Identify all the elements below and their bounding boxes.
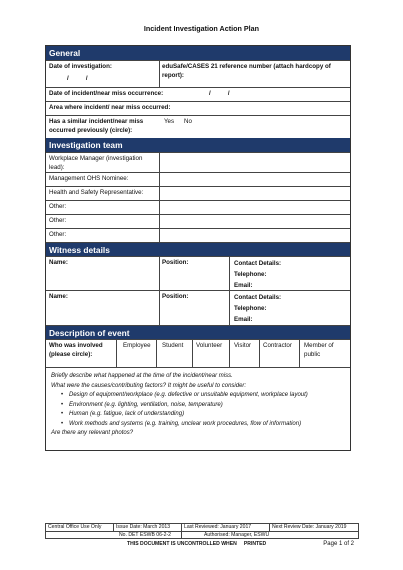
area-label: Area where incident/ near miss occurred:: [49, 104, 171, 111]
option-volunteer[interactable]: Volunteer: [196, 342, 223, 349]
team-role-label: Other:: [49, 217, 67, 224]
witness-name-field[interactable]: [46, 257, 159, 290]
team-name-field[interactable]: [159, 153, 350, 172]
witness-contact-label: Contact Details:: [234, 294, 282, 301]
causes-list: [61, 391, 345, 429]
list-item: • Design of equipment/workplace (e.g. defective or unsuitable equipment, workplace layout): [61, 391, 345, 401]
who-involved-label: Who was involved (please circle):: [49, 342, 103, 358]
team-role-label: Management OHS Nominee:: [49, 175, 129, 182]
witness-telephone-label: Telephone:: [234, 304, 267, 312]
document-footer: [45, 523, 359, 550]
office-use-cell: Central Office Use Only: [46, 524, 114, 532]
team-role-label: Workplace Manager (investigation lead):: [49, 155, 143, 171]
team-name-field[interactable]: [159, 229, 350, 242]
authorised-cell: Authorised: Manager, ESWU: [182, 531, 359, 539]
issue-date-cell: Issue Date: March 2013: [114, 524, 182, 532]
witness-contact-field[interactable]: [231, 291, 350, 325]
incident-date-slashes: / /: [209, 90, 230, 97]
no-option[interactable]: No: [184, 118, 192, 125]
edusafe-reference-field[interactable]: [159, 61, 350, 87]
row-incident-date[interactable]: [46, 87, 350, 101]
row-investigation-date: [46, 60, 350, 87]
witness-name-label: Name:: [49, 259, 68, 266]
team-row: [46, 200, 350, 214]
option-employee[interactable]: Employee: [123, 342, 151, 349]
section-witness-heading: Witness details: [46, 242, 350, 256]
team-row: [46, 228, 350, 242]
team-role-label: Other:: [49, 231, 67, 238]
incident-form: [45, 45, 351, 451]
witness-name-label: Name:: [49, 293, 68, 300]
witness-email-label: Email:: [234, 281, 253, 289]
team-name-field[interactable]: [159, 215, 350, 228]
witness-row: [46, 290, 350, 325]
team-name-field[interactable]: [159, 201, 350, 214]
document-title: Incident Investigation Action Plan: [143, 24, 260, 33]
team-name-field[interactable]: [159, 187, 350, 200]
witness-position-field[interactable]: [159, 257, 229, 290]
witness-row: [46, 256, 350, 290]
team-row: [46, 172, 350, 186]
witness-name-field[interactable]: [46, 291, 159, 325]
prompt-describe: Briefly describe what happened at the time of the incident/near miss.: [51, 373, 233, 379]
section-general-heading: General: [46, 46, 350, 60]
doc-number-cell: No. DET ESWB 06-2-2: [46, 531, 182, 539]
row-similar-incident: [46, 115, 350, 138]
witness-telephone-label: Telephone:: [234, 270, 267, 278]
row-who-involved: [46, 339, 350, 367]
last-reviewed-cell: Last Reviewed: January 2017: [182, 524, 270, 532]
page-number: Page 1 of 2: [323, 541, 354, 548]
section-investigation-team-heading: Investigation team: [46, 138, 350, 152]
option-member-of-public[interactable]: Member of public: [304, 342, 334, 358]
section-event-heading: Description of event: [46, 325, 350, 339]
edusafe-reference-label: eduSafe/CASES 21 reference number (attach hardcopy of report):: [162, 63, 331, 79]
witness-position-label: Position:: [162, 259, 189, 266]
list-item: • Work methods and systems (e.g. training, unclear work procedures, flow of information): [61, 420, 345, 430]
yes-option[interactable]: Yes: [164, 118, 175, 125]
investigation-date-label: Date of investigation:: [49, 63, 112, 70]
option-student[interactable]: Student: [162, 342, 184, 349]
team-role-label: Health and Safety Representative:: [49, 189, 144, 196]
uncontrolled-notice: THIS DOCUMENT IS UNCONTROLLED WHEN PRINTED: [127, 541, 267, 548]
witness-contact-label: Contact Details:: [234, 260, 282, 267]
investigation-date-slashes: / /: [67, 74, 88, 82]
team-role-label: Other:: [49, 203, 67, 210]
witness-position-label: Position:: [162, 293, 189, 300]
team-name-field[interactable]: [159, 173, 350, 186]
list-item: • Human (e.g. fatigue, lack of understanding): [61, 410, 345, 420]
witness-position-field[interactable]: [159, 291, 229, 325]
row-area[interactable]: [46, 101, 350, 115]
team-row: [46, 152, 350, 172]
witness-email-label: Email:: [234, 315, 253, 323]
investigation-date-field[interactable]: [46, 61, 159, 87]
list-item: • Environment (e.g. lighting, ventilation, noise, temperature): [61, 401, 345, 411]
event-description-area[interactable]: [46, 367, 350, 452]
similar-incident-label: Has a similar incident/near miss occurred previously (circle):: [49, 118, 144, 134]
option-visitor[interactable]: Visitor: [234, 342, 252, 349]
team-row: [46, 186, 350, 200]
witness-contact-field[interactable]: [231, 257, 350, 290]
team-row: [46, 214, 350, 228]
prompt-causes: What were the causes/contributing factors? It might be useful to consider:: [51, 382, 247, 389]
next-review-cell: Next Review Date: January 2019: [270, 524, 359, 532]
incident-date-label: Date of incident/near miss occurrence:: [49, 90, 164, 97]
footer-control-table: [45, 523, 359, 539]
option-contractor[interactable]: Contractor: [263, 342, 292, 349]
prompt-photos: Are there any relevant photos?: [51, 430, 134, 436]
